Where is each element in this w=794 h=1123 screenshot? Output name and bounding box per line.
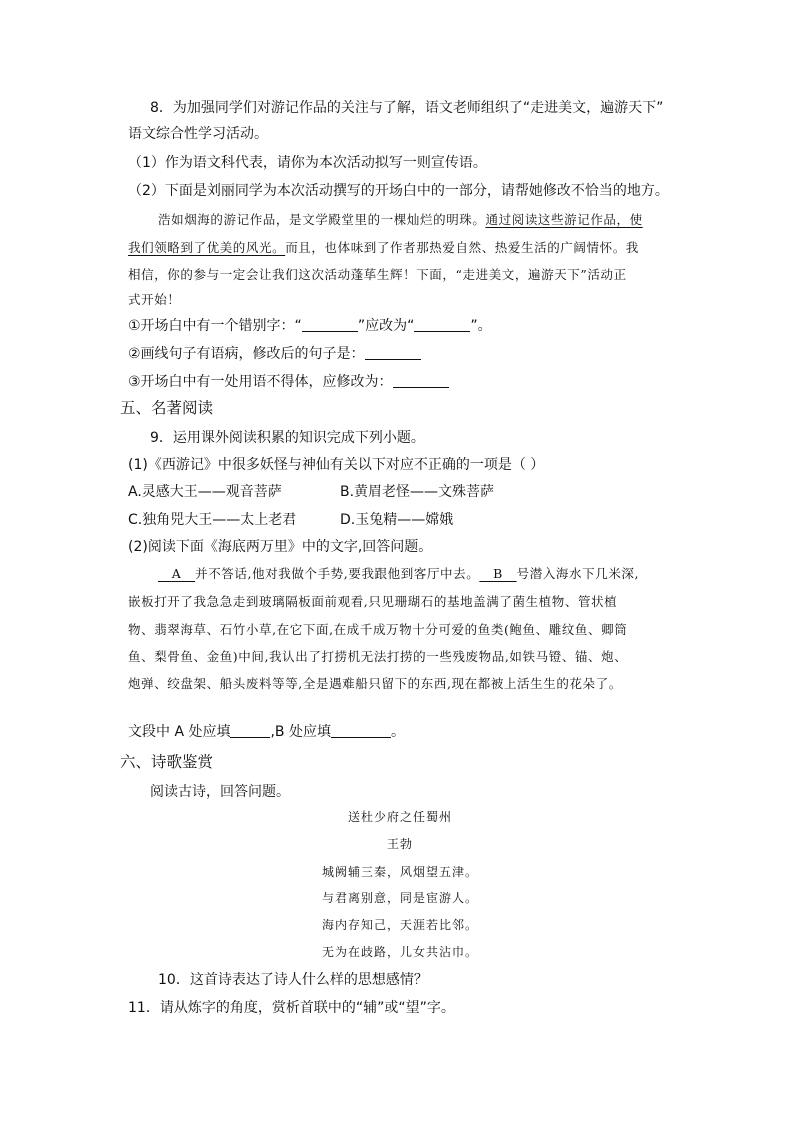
q8-passage-line4: 式开始！	[128, 292, 181, 307]
q9-passage-text: 号潜入海水下几米深,	[516, 566, 640, 581]
poem-line: 无为在歧路，儿女共沾巾。	[321, 945, 478, 959]
q9-passage-line3: 物、翡翠海草、石竹小草,在它下面,在成千成万物十分可爱的鱼类(鲍鱼、雕纹鱼、卿筒	[128, 622, 628, 637]
poem-author: 王勃	[386, 837, 413, 851]
section6-heading: 六、诗歌鉴赏	[120, 753, 214, 771]
blank-mark-b	[479, 566, 516, 581]
q9-fill-text: ,B 处应填	[270, 724, 331, 740]
q8-passage-line3: 相信，你的参与一定会让我们这次活动蓬荜生辉！下面，“走进美文，遍游天下”活动正	[128, 267, 627, 282]
q9-passage-line5: 炮弹、绞盘架、船头废料等等,全是遇难船只留下的东西,现在都被上活生生的花朵了。	[128, 676, 622, 691]
blank-mark-a	[158, 566, 195, 581]
q8-passage-text: 而且，也体味到了作者那热爱自然、热爱生活的广阔情怀。我	[285, 240, 639, 255]
answer-blank[interactable]	[331, 723, 391, 738]
q8-item3	[128, 372, 449, 392]
poem-title: 送杜少府之任蜀州	[347, 810, 452, 824]
poem-line: 海内存知己，天涯若比邻。	[321, 918, 478, 932]
q8-passage-line2	[128, 238, 639, 258]
q8-item1	[128, 316, 492, 336]
q11: 11．请从炼字的角度，赏析首联中的“辅”或“望”字。	[128, 1000, 455, 1016]
q9-fill-text: 文段中 A 处应填	[128, 724, 231, 740]
q8-underlined-sentence-end: 我们领略到了优美的风光。	[128, 240, 286, 255]
q8-item1-text: ”应改为“	[357, 318, 415, 334]
section5-heading: 五、名著阅读	[120, 399, 214, 417]
q8-item1-text: ”。	[470, 318, 492, 334]
q8-item1-text: ①开场白中有一个错别字：“	[128, 318, 302, 334]
q9-passage-line4: 鱼、梨骨鱼、金鱼)中间,我认出了打捞机无法打捞的一些残废物品,如铁马镫、锚、炮、	[128, 649, 628, 664]
q8-sub2: （2）下面是刘丽同学为本次活动撰写的开场白中的一部分，请帮她修改不恰当的地方。	[128, 183, 669, 199]
answer-blank[interactable]	[230, 723, 270, 738]
q9-option-d[interactable]: D.玉兔精——嫦娥	[340, 512, 454, 528]
q8-underlined-sentence: 通过阅读这些游记作品，使	[485, 212, 643, 227]
q8-stem-line2: 语文综合性学习活动。	[128, 126, 268, 142]
q8-item3-text: ③开场白中有一处用语不得体，应修改为：	[128, 374, 393, 390]
answer-blank[interactable]	[393, 373, 449, 388]
answer-blank[interactable]	[302, 317, 358, 332]
poem-intro: 阅读古诗，回答问题。	[150, 784, 290, 800]
poem-line: 城阙辅三秦，风烟望五津。	[321, 865, 478, 879]
q9-sub1: (1)《西游记》中很多妖怪与神仙有关以下对应不正确的一项是（ ）	[128, 457, 545, 473]
q9-option-c[interactable]: C.独角兕大王——太上老君	[128, 512, 297, 528]
q8-item2-text: ②画线句子有语病，修改后的句子是：	[128, 346, 365, 362]
q9-stem: 9．运用课外阅读积累的知识完成下列小题。	[150, 430, 425, 446]
q8-passage-line1	[158, 210, 643, 230]
q9-sub2: (2)阅读下面《海底两万里》中的文字,回答问题。	[128, 539, 433, 555]
mark-a-label: A	[171, 566, 182, 581]
q9-passage-text: 并不答话,他对我做个手势,要我跟他到客厅中去。	[195, 566, 480, 581]
q9-option-a[interactable]: A.灵感大王——观音菩萨	[128, 484, 282, 500]
q8-sub1: （1）作为语文科代表，请你为本次活动拟写一则宣传语。	[128, 155, 487, 171]
q10: 10．这首诗表达了诗人什么样的思想感情？	[158, 972, 428, 988]
q8-item2	[128, 344, 421, 364]
q9-passage-line1	[158, 564, 639, 584]
q9-option-b[interactable]: B.黄眉老怪——文殊菩萨	[340, 484, 495, 500]
q9-fill-question	[128, 722, 405, 742]
q9-passage-line2: 嵌板打开了我急急走到玻璃隔板面前观看,只见珊瑚石的基地盖满了菌生植物、管状植	[128, 594, 618, 609]
answer-blank[interactable]	[414, 317, 470, 332]
q8-stem-line1: 8．为加强同学们对游记作品的关注与了解，语文老师组织了“走进美文，遍游天下”	[150, 100, 664, 116]
answer-blank[interactable]	[365, 345, 421, 360]
mark-b-label: B	[493, 566, 503, 581]
q9-fill-text: 。	[391, 724, 405, 740]
q8-passage-text: 浩如烟海的游记作品，是文学殿堂里的一棵灿烂的明珠。	[158, 212, 486, 227]
poem-line: 与君离别意，同是宦游人。	[321, 891, 478, 905]
